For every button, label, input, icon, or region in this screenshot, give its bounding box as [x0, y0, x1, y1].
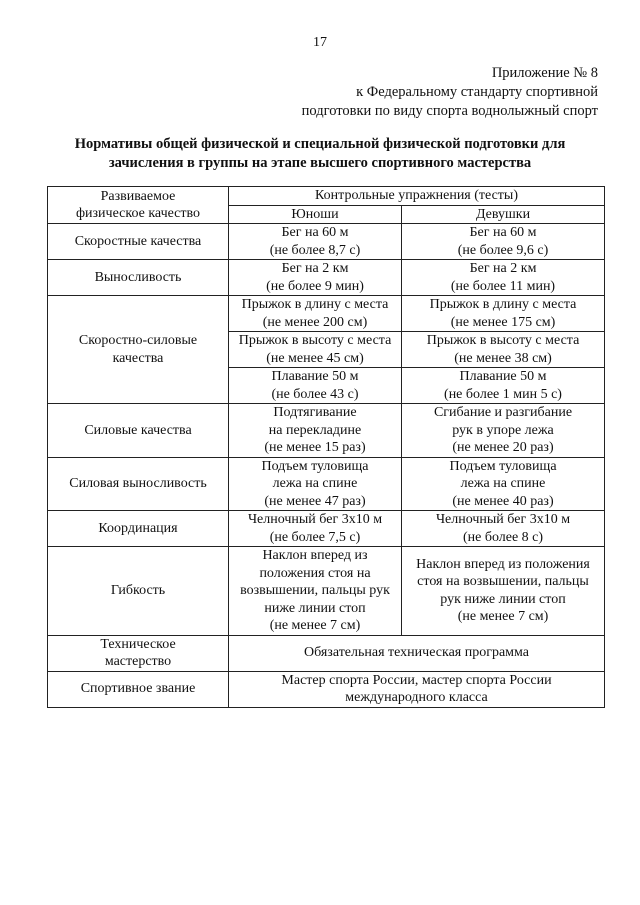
- quality-cell: Скоростно-силовые качества: [48, 296, 229, 404]
- table-header-row: [48, 187, 605, 206]
- boys-norm-cell: Челночный бег 3х10 м (не более 7,5 с): [229, 511, 402, 547]
- quality-cell: Силовые качества: [48, 404, 229, 458]
- girls-norm-cell: Бег на 60 м (не более 9,6 с): [402, 224, 605, 260]
- boys-norm-cell: Прыжок в высоту с места (не менее 45 см): [229, 332, 402, 368]
- header-girls-cell: Девушки: [402, 205, 605, 224]
- quality-cell: Гибкость: [48, 547, 229, 636]
- table-row: [48, 671, 605, 707]
- girls-norm-cell: Челночный бег 3х10 м (не более 8 с): [402, 511, 605, 547]
- girls-norm-cell: Прыжок в высоту с места (не менее 38 см): [402, 332, 605, 368]
- appendix-line: подготовки по виду спорта воднолыжный спорт: [301, 103, 598, 119]
- quality-cell: Координация: [48, 511, 229, 547]
- boys-norm-cell: Бег на 2 км (не более 9 мин): [229, 260, 402, 296]
- title-line: Нормативы общей физической и специальной физической подготовки для: [74, 136, 566, 152]
- appendix-line: Приложение № 8: [491, 65, 598, 81]
- table-row: [48, 635, 605, 671]
- header-boys-cell: Юноши: [229, 205, 402, 224]
- boys-norm-cell: Подтягивание на перекладине (не менее 15 раз): [229, 404, 402, 458]
- page-number: 17: [313, 35, 327, 50]
- table-row: [48, 260, 605, 296]
- appendix-reference: [302, 64, 598, 121]
- boys-norm-cell: Наклон вперед из положения стоя на возвышении, пальцы рук ниже линии стоп (не менее 7 см): [229, 547, 402, 636]
- quality-cell: Техническое мастерство: [48, 635, 229, 671]
- girls-norm-cell: Плавание 50 м (не более 1 мин 5 с): [402, 368, 605, 404]
- girls-norm-cell: Прыжок в длину с места (не менее 175 см): [402, 296, 605, 332]
- requirement-cell: Мастер спорта России, мастер спорта России международного класса: [229, 671, 605, 707]
- table-row: [48, 547, 605, 636]
- table-row: [48, 296, 605, 332]
- quality-cell: Скоростные качества: [48, 224, 229, 260]
- appendix-line: к Федеральному стандарту спортивной: [356, 84, 598, 100]
- title-line: зачисления в группы на этапе высшего спортивного мастерства: [108, 155, 532, 171]
- table-row: [48, 457, 605, 511]
- girls-norm-cell: Наклон вперед из положения стоя на возвышении, пальцы рук ниже линии стоп (не менее 7 см): [402, 547, 605, 636]
- boys-norm-cell: Плавание 50 м (не более 43 с): [229, 368, 402, 404]
- quality-cell: Силовая выносливость: [48, 457, 229, 511]
- header-tests-cell: Контрольные упражнения (тесты): [229, 187, 605, 206]
- girls-norm-cell: Подъем туловища лежа на спине (не менее 40 раз): [402, 457, 605, 511]
- table-row: [48, 511, 605, 547]
- quality-cell: Выносливость: [48, 260, 229, 296]
- boys-norm-cell: Бег на 60 м (не более 8,7 с): [229, 224, 402, 260]
- table-row: [48, 404, 605, 458]
- header-quality-cell: Развиваемое физическое качество: [48, 187, 229, 224]
- quality-cell: Спортивное звание: [48, 671, 229, 707]
- boys-norm-cell: Прыжок в длину с места (не менее 200 см): [229, 296, 402, 332]
- boys-norm-cell: Подъем туловища лежа на спине (не менее 47 раз): [229, 457, 402, 511]
- norms-table: [47, 186, 605, 708]
- document-title: [40, 135, 600, 173]
- girls-norm-cell: Бег на 2 км (не более 11 мин): [402, 260, 605, 296]
- girls-norm-cell: Сгибание и разгибание рук в упоре лежа (не менее 20 раз): [402, 404, 605, 458]
- table-row: [48, 224, 605, 260]
- requirement-cell: Обязательная техническая программа: [229, 635, 605, 671]
